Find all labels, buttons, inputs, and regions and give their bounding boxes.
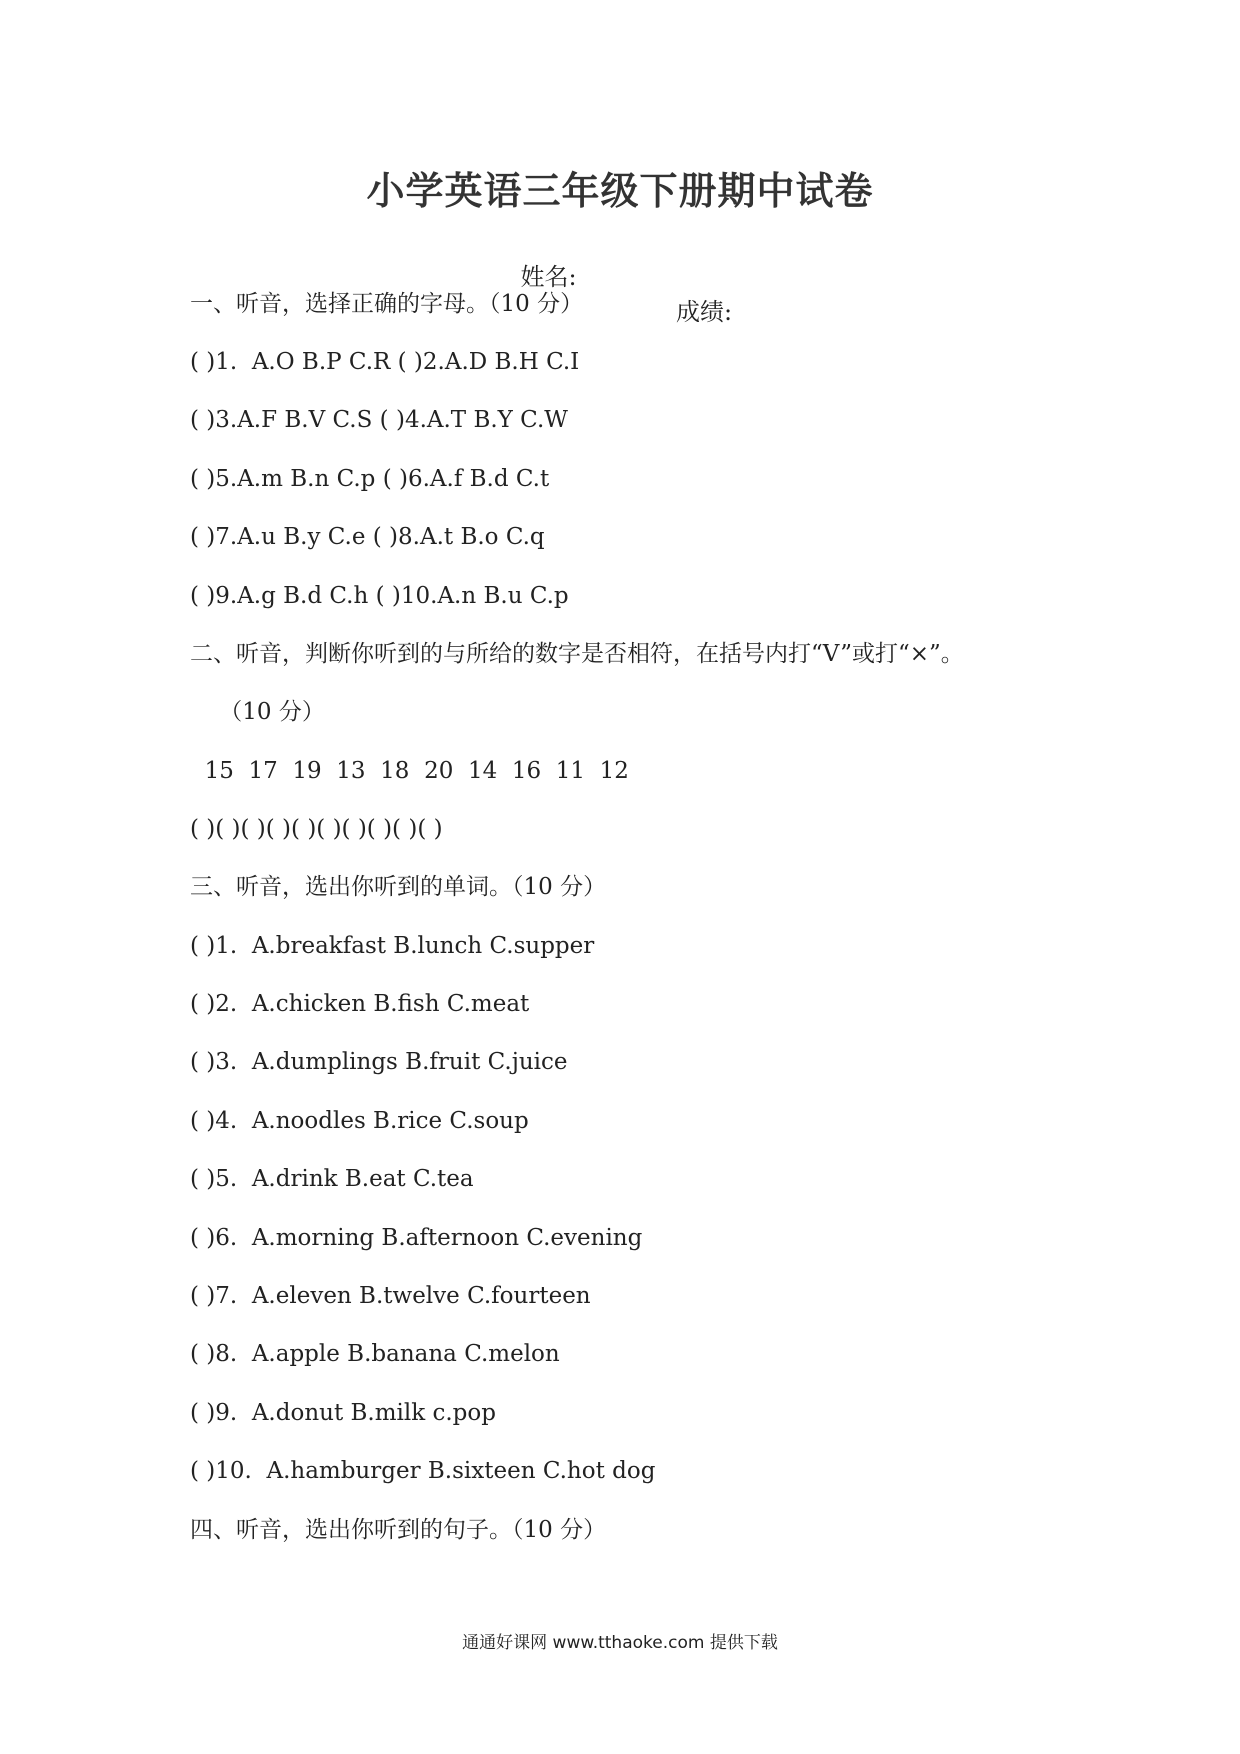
question-line: ( )7. A.eleven B.twelve C.fourteen — [190, 1283, 591, 1309]
question-line: ( )1. A.O B.P C.R ( )2.A.D B.H C.I — [190, 349, 580, 375]
question-line: ( )4. A.noodles B.rice C.soup — [190, 1108, 529, 1134]
answer-brackets-row: ( )( )( )( )( )( )( )( )( )( ) — [190, 816, 443, 842]
question-line: ( )8. A.apple B.banana C.melon — [190, 1341, 560, 1367]
question-line: ( )9. A.donut B.milk c.pop — [190, 1400, 496, 1426]
question-line: ( )6. A.morning B.afternoon C.evening — [190, 1225, 643, 1251]
question-line: ( )5.A.m B.n C.p ( )6.A.f B.d C.t — [190, 466, 550, 492]
question-line: ( )2. A.chicken B.fish C.meat — [190, 991, 530, 1017]
name-score-row — [490, 229, 733, 348]
name-label: 姓名: — [520, 263, 577, 291]
question-line: ( )7.A.u B.y C.e ( )8.A.t B.o C.q — [190, 524, 545, 550]
question-line: ( )3.A.F B.V C.S ( )4.A.T B.Y C.W — [190, 407, 568, 433]
section-1-heading: 一、听音，选择正确的字母。（10 分） — [190, 291, 584, 317]
page-title: 小学英语三年级下册期中试卷 — [366, 168, 874, 213]
section-2-score: （10 分） — [190, 699, 325, 725]
question-line: ( )10. A.hamburger B.sixteen C.hot dog — [190, 1458, 656, 1484]
section-3-heading: 三、听音，选出你听到的单词。（10 分） — [190, 874, 607, 900]
footer-source: 通通好课网 www.tthaoke.com 提供下载 — [462, 1633, 778, 1653]
question-line: ( )5. A.drink B.eat C.tea — [190, 1166, 474, 1192]
number-row: 15 17 19 13 18 20 14 16 11 12 — [190, 758, 629, 784]
section-2-heading: 二、听音，判断你听到的与所给的数字是否相符，在括号内打“V”或打“×”。 — [190, 641, 964, 667]
question-line: ( )3. A.dumplings B.fruit C.juice — [190, 1049, 568, 1075]
score-label: 成绩: — [676, 298, 733, 326]
question-line: ( )9.A.g B.d C.h ( )10.A.n B.u C.p — [190, 583, 569, 609]
question-line: ( )1. A.breakfast B.lunch C.supper — [190, 933, 595, 959]
section-4-heading: 四、听音，选出你听到的句子。（10 分） — [190, 1517, 607, 1543]
